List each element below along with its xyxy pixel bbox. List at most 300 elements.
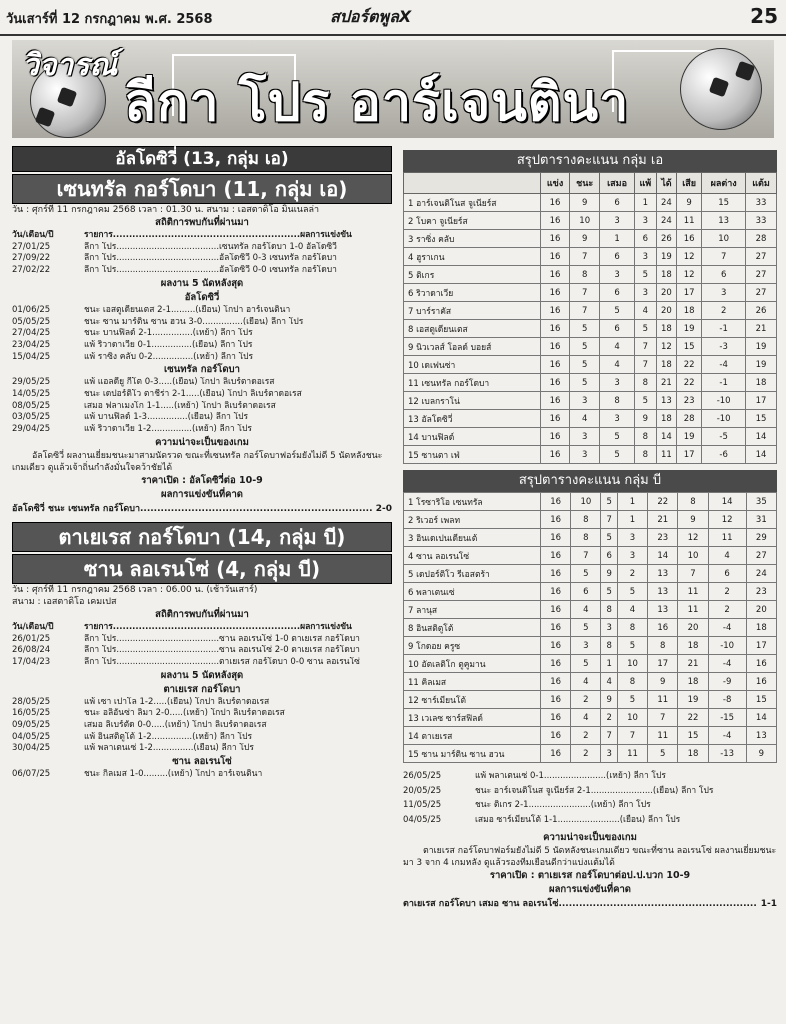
- drawn-cell: 5: [601, 493, 617, 511]
- goals-for-cell: 18: [656, 356, 676, 374]
- h2h-row: [12, 657, 392, 669]
- team-cell: [404, 493, 541, 511]
- row-date: 06/07/25: [12, 769, 51, 780]
- lost-cell: 9: [634, 410, 656, 428]
- drawn-cell: 7: [601, 511, 617, 529]
- form-row: [12, 401, 392, 413]
- row-text: แพ้ บานฟิลด์ 1-3...............(เยือน) ลีกา โปร: [84, 412, 249, 423]
- goals-against-cell: 11: [676, 212, 701, 230]
- position: 3: [408, 234, 414, 245]
- row-date: 09/05/25: [12, 720, 51, 731]
- issue-date: วันเสาร์ที่ 12 กรกฎาคม พ.ศ. 2568: [6, 12, 213, 27]
- goals-against-cell: 22: [676, 374, 701, 392]
- row-text: ชนะ บานฟิลด์ 2-1...............(เหย้า) ลีกา โปร: [84, 328, 253, 339]
- goals-against-cell: 22: [678, 709, 708, 727]
- row-date: 28/05/25: [12, 696, 51, 707]
- played-cell: 16: [541, 511, 571, 529]
- form-row: [12, 697, 392, 709]
- drawn-cell: 8: [600, 392, 634, 410]
- points-cell: 27: [746, 248, 777, 266]
- lost-cell: 4: [634, 302, 656, 320]
- goals-for-cell: 12: [656, 338, 676, 356]
- goals-for-cell: 8: [648, 637, 678, 655]
- goals-against-cell: 17: [676, 284, 701, 302]
- goals-against-cell: 9: [678, 511, 708, 529]
- goals-for-cell: 14: [648, 547, 678, 565]
- goals-against-cell: 10: [678, 547, 708, 565]
- team-cell: [404, 673, 541, 691]
- drawn-cell: 1: [601, 655, 617, 673]
- goals-against-cell: 12: [676, 266, 701, 284]
- group-a-body: [404, 194, 777, 464]
- form-row: [12, 352, 392, 364]
- team-name: ซาร์เมียนโต้: [421, 695, 467, 706]
- standings-row: [404, 745, 777, 763]
- prediction-text: ตาเยเรส กอร์โดบา เสมอ ซาน ลอเรนโซ่..........................................................: [403, 899, 757, 909]
- goals-against-cell: 18: [676, 302, 701, 320]
- row-date: 26/01/25: [12, 633, 51, 644]
- goal-diff-cell: -3: [702, 338, 746, 356]
- row-text: ชนะ เดปอร์ติโว ตาชีร่า 2-1.....(เยือน) โกปา ลิเบร์ตาดอเรส: [84, 389, 302, 400]
- goal-diff-cell: 14: [708, 493, 746, 511]
- team-cell: [404, 320, 541, 338]
- col-points: แต้ม: [746, 173, 777, 194]
- lost-cell: 8: [634, 374, 656, 392]
- drawn-cell: 5: [601, 583, 617, 601]
- goal-diff-cell: 10: [702, 230, 746, 248]
- drawn-cell: 5: [600, 302, 634, 320]
- goal-diff-cell: -13: [708, 745, 746, 763]
- position: 2: [408, 216, 414, 227]
- goals-against-cell: 11: [678, 583, 708, 601]
- away-team-bar: ซาน ลอเรนโซ่ (4, กลุ่ม บี): [12, 554, 392, 584]
- team-cell: [404, 511, 541, 529]
- points-cell: 18: [746, 374, 777, 392]
- h2h-header: [12, 230, 392, 242]
- team-name: ซานตา เฟ่: [421, 450, 460, 461]
- won-cell: 10: [570, 212, 600, 230]
- drawn-cell: 9: [601, 565, 617, 583]
- row-text: เสมอ ซาร์เมียนโต้ 1-1.......................(เยือน) ลีกา โปร: [475, 814, 681, 825]
- played-cell: 16: [541, 529, 571, 547]
- position: 13: [408, 414, 419, 425]
- standings-row: [404, 248, 777, 266]
- team-cell: [404, 601, 541, 619]
- col-goals-against: เสีย: [676, 173, 701, 194]
- standings-row: [404, 320, 777, 338]
- standings-row: [404, 619, 777, 637]
- banner-kicker: วิจารณ์: [22, 48, 118, 83]
- lost-cell: 5: [634, 392, 656, 410]
- row-date: 04/05/25: [403, 814, 442, 825]
- played-cell: 16: [541, 727, 571, 745]
- won-cell: 4: [571, 709, 601, 727]
- standings-row: [404, 338, 777, 356]
- goals-for-cell: 11: [648, 691, 678, 709]
- team-cell: [404, 392, 541, 410]
- drawn-cell: 6: [600, 320, 634, 338]
- prediction-text: อัลโดซิวี่ ชนะ เซนทรัล กอร์โดบา....................................................................: [12, 503, 373, 514]
- row-date: 26/08/24: [12, 645, 51, 656]
- team-cell: [404, 266, 541, 284]
- played-cell: 16: [541, 655, 571, 673]
- points-cell: 33: [746, 212, 777, 230]
- position: 6: [408, 288, 414, 299]
- lost-cell: 5: [617, 583, 647, 601]
- team-name: ริเวอร์ เพลท: [416, 515, 461, 526]
- goals-for-cell: 13: [656, 392, 676, 410]
- form-row: [12, 340, 392, 352]
- team-cell: [404, 248, 541, 266]
- team-name: เดเฟนซ่า: [421, 360, 456, 371]
- position: 5: [408, 569, 414, 580]
- won-cell: 9: [570, 230, 600, 248]
- team-name: อัตเลติโก ตูคูมาน: [421, 659, 486, 670]
- drawn-cell: 8: [601, 601, 617, 619]
- points-cell: 27: [746, 547, 776, 565]
- won-cell: 6: [571, 583, 601, 601]
- row-text: ลีกา โปร......................................ซาน ลอเรนโซ่ 1-0 ตาเยเรส กอร์โดบา: [84, 633, 360, 644]
- row-date: 23/04/25: [12, 339, 51, 350]
- lost-cell: 3: [634, 212, 656, 230]
- drawn-cell: 6: [600, 248, 634, 266]
- opening-price: ราคาเปิด : ตาเยเรส กอร์โดบาต่อป.ป.บวก 10-9: [489, 870, 691, 881]
- goals-against-cell: 19: [676, 428, 701, 446]
- goal-diff-cell: 11: [708, 529, 746, 547]
- row-text: แพ้ ราซิ่ง คลับ 0-2...............(เหย้า) ลีกา โปร: [84, 351, 254, 362]
- position: 7: [408, 306, 414, 317]
- played-cell: 16: [541, 302, 570, 320]
- row-date: 29/05/25: [12, 377, 51, 388]
- standings-row: [404, 565, 777, 583]
- row-date: 26/05/25: [403, 771, 442, 781]
- team-name: ตาเยเรส: [421, 731, 453, 742]
- points-cell: 17: [746, 392, 777, 410]
- position: 15: [408, 450, 419, 461]
- team-name: อินสติตูโต้: [416, 623, 454, 634]
- lost-cell: 10: [617, 655, 647, 673]
- standings-row: [404, 284, 777, 302]
- form-row: [12, 317, 392, 329]
- drawn-cell: 5: [600, 428, 634, 446]
- standings-row: [404, 410, 777, 428]
- won-cell: 7: [570, 302, 600, 320]
- goals-for-cell: 23: [648, 529, 678, 547]
- points-cell: 27: [746, 266, 777, 284]
- team-name: เอสตูเดียนเตส: [416, 324, 468, 335]
- goal-diff-cell: 3: [702, 284, 746, 302]
- match-info: วัน : ศุกร์ที่ 11 กรกฎาคม 2568 เวลา : 06.00 น. (เช้าวันเสาร์): [12, 584, 258, 595]
- row-text: ชนะ อาร์เจนติโนส จูเนียร์ส 2-1.......................(เยือน) ลีกา โปร: [475, 785, 714, 796]
- lost-cell: 8: [634, 446, 656, 464]
- position: 12: [408, 695, 419, 706]
- lost-cell: 7: [634, 338, 656, 356]
- standings-row: [404, 266, 777, 284]
- row-date: 03/05/25: [12, 412, 51, 423]
- goals-against-cell: 17: [676, 446, 701, 464]
- row-date: 30/04/25: [12, 743, 51, 754]
- row-date: 16/05/25: [12, 708, 51, 719]
- position: 4: [408, 252, 414, 263]
- played-cell: 16: [541, 212, 570, 230]
- team-name: เบลกราโน่: [421, 396, 460, 407]
- goals-for-cell: 21: [648, 511, 678, 529]
- team-cell: [404, 446, 541, 464]
- drawn-cell: 3: [600, 212, 634, 230]
- h2h-title: สถิติการพบกันที่ผ่านมา: [155, 608, 249, 620]
- row-date: 15/04/25: [12, 351, 51, 362]
- goals-against-cell: 21: [678, 655, 708, 673]
- form-row: [12, 328, 392, 340]
- position: 2: [408, 515, 414, 526]
- team-cell: [404, 194, 541, 212]
- team-cell: [404, 727, 541, 745]
- row-text: ชนะ อลิอันซ่า ลิมา 2-0.....(เหย้า) โกปา ลิเบร์ตาดอเรส: [84, 708, 285, 719]
- standings-row: [404, 547, 777, 565]
- position: 14: [408, 432, 419, 443]
- won-cell: 5: [571, 565, 601, 583]
- position: 9: [408, 342, 414, 353]
- points-cell: 14: [746, 428, 777, 446]
- col-date: วัน/เดือน/ปี: [12, 230, 54, 240]
- goal-diff-cell: -4: [708, 655, 746, 673]
- goal-diff-cell: 7: [702, 248, 746, 266]
- lost-cell: 8: [617, 673, 647, 691]
- points-cell: 16: [746, 655, 776, 673]
- won-cell: 3: [570, 446, 600, 464]
- standings-row: [404, 446, 777, 464]
- row-date: 01/06/25: [12, 304, 51, 315]
- col-drawn: เสมอ: [600, 173, 634, 194]
- goals-against-cell: 11: [678, 601, 708, 619]
- points-cell: 33: [746, 194, 777, 212]
- position: 4: [408, 551, 414, 562]
- goals-for-cell: 18: [656, 320, 676, 338]
- goal-diff-cell: -4: [708, 727, 746, 745]
- prediction-score: 2-0: [375, 503, 392, 514]
- form-row: [12, 377, 392, 389]
- team-name: ซาน ลอเรนโซ่: [416, 551, 470, 562]
- won-cell: 3: [570, 428, 600, 446]
- played-cell: 16: [541, 709, 571, 727]
- team-name: บาร์ราคัส: [416, 306, 452, 317]
- form-row: [12, 732, 392, 744]
- points-cell: 19: [746, 338, 777, 356]
- goals-for-cell: 13: [648, 601, 678, 619]
- won-cell: 7: [570, 248, 600, 266]
- row-date: 27/02/22: [12, 265, 51, 276]
- goals-against-cell: 8: [678, 493, 708, 511]
- team-cell: [404, 709, 541, 727]
- analysis-title: ความน่าจะเป็นของเกม: [543, 832, 637, 843]
- goal-diff-cell: 6: [702, 266, 746, 284]
- won-cell: 3: [570, 392, 600, 410]
- h2h-row: [12, 634, 392, 646]
- played-cell: 16: [541, 565, 571, 583]
- goals-against-cell: 22: [676, 356, 701, 374]
- drawn-cell: 9: [601, 691, 617, 709]
- lost-cell: 7: [634, 356, 656, 374]
- goals-against-cell: 15: [676, 338, 701, 356]
- lost-cell: 3: [634, 248, 656, 266]
- form-row: [12, 769, 392, 781]
- row-text: แพ้ ริวาดาเวีย 0-1...............(เยือน) ลีกา โปร: [84, 339, 253, 350]
- standings-row: [404, 637, 777, 655]
- team-cell: [404, 691, 541, 709]
- team-name: ราซิ่ง คลับ: [416, 234, 455, 245]
- played-cell: 16: [541, 284, 570, 302]
- match-previews-column: [12, 146, 392, 781]
- points-cell: 14: [746, 446, 777, 464]
- row-text: ลีกา โปร......................................อัลโดซิวี่ 0-3 เซนทรัล กอร์โดบา: [84, 253, 337, 264]
- won-cell: 8: [570, 266, 600, 284]
- away-team-bar: เซนทรัล กอร์โดบา (11, กลุ่ม เอ): [12, 174, 392, 204]
- position: 5: [408, 270, 414, 281]
- goals-for-cell: 24: [656, 212, 676, 230]
- drawn-cell: 8: [601, 637, 617, 655]
- drawn-cell: 2: [601, 709, 617, 727]
- goal-diff-cell: -10: [702, 410, 746, 428]
- points-cell: 28: [746, 230, 777, 248]
- played-cell: 16: [541, 691, 571, 709]
- won-cell: 2: [571, 745, 601, 763]
- away-form-title: เซนทรัล กอร์โดบา: [164, 364, 240, 376]
- lost-cell: 5: [634, 320, 656, 338]
- points-cell: 29: [746, 529, 776, 547]
- lost-cell: 6: [634, 230, 656, 248]
- goals-for-cell: 21: [656, 374, 676, 392]
- home-form-title: ตาเยเรส กอร์โดบา: [163, 683, 241, 695]
- goal-diff-cell: 13: [702, 212, 746, 230]
- h2h-list: [12, 634, 392, 669]
- points-cell: 13: [746, 727, 776, 745]
- won-cell: 4: [571, 673, 601, 691]
- standings-row: [404, 601, 777, 619]
- position: 8: [408, 623, 414, 634]
- team-name: ลานุส: [416, 605, 438, 616]
- standings-row: [404, 655, 777, 673]
- goal-diff-cell: 15: [702, 194, 746, 212]
- goal-diff-cell: 2: [708, 601, 746, 619]
- points-cell: 20: [746, 601, 776, 619]
- points-cell: 9: [746, 745, 776, 763]
- standings-row: [404, 709, 777, 727]
- standings-row: [404, 529, 777, 547]
- played-cell: 16: [541, 248, 570, 266]
- group-b-title: สรุปตารางคะแนน กลุ่ม บี: [403, 470, 777, 492]
- col-competition: รายการ..........................................................ผลการแข่งขัน: [84, 230, 352, 240]
- row-date: 14/05/25: [12, 389, 51, 400]
- team-name: โรซาริโอ เซนทรัล: [416, 497, 483, 508]
- col-goal-diff: ผลต่าง: [702, 173, 746, 194]
- standings-row: [404, 302, 777, 320]
- goal-diff-cell: -5: [702, 428, 746, 446]
- won-cell: 3: [571, 637, 601, 655]
- col-lost: แพ้: [634, 173, 656, 194]
- section-banner: [12, 40, 774, 138]
- goals-for-cell: 13: [648, 565, 678, 583]
- goals-against-cell: 15: [678, 727, 708, 745]
- position: 12: [408, 396, 419, 407]
- row-text: ชนะ เอสตูเดียนเตส 2-1.........(เยือน) โกปา อาร์เจนตินา: [84, 304, 291, 315]
- row-text: ชนะ กิลเมส 1-0.........(เหย้า) โกปา อาร์เจนตินา: [84, 769, 263, 780]
- position: 10: [408, 360, 419, 371]
- team-cell: [404, 637, 541, 655]
- points-cell: 14: [746, 709, 776, 727]
- row-text: แพ้ เซา เปาโล 1-2.....(เยือน) โกปา ลิเบร์ตาดอเรส: [84, 696, 270, 707]
- standings-row: [404, 230, 777, 248]
- goals-for-cell: 9: [648, 673, 678, 691]
- goals-for-cell: 26: [656, 230, 676, 248]
- team-name: ริวาดาเวีย: [416, 288, 454, 299]
- goals-for-cell: 18: [656, 266, 676, 284]
- goals-for-cell: 5: [648, 745, 678, 763]
- played-cell: 16: [541, 446, 570, 464]
- home-form-list: [12, 305, 392, 364]
- form-row: [403, 769, 777, 784]
- row-text: เสมอ ฟลาเมงโก 1-1.....(เหย้า) โกปา ลิเบร์ตาดอเรส: [84, 400, 276, 411]
- h2h-header: [12, 622, 392, 634]
- goals-against-cell: 12: [678, 529, 708, 547]
- points-cell: 17: [746, 637, 776, 655]
- played-cell: 16: [541, 338, 570, 356]
- col-date: วัน/เดือน/ปี: [12, 621, 54, 632]
- team-cell: [404, 356, 541, 374]
- lost-cell: 2: [617, 565, 647, 583]
- team-cell: [404, 302, 541, 320]
- prediction-title: ผลการแข่งขันที่คาด: [161, 488, 243, 500]
- goals-for-cell: 16: [648, 619, 678, 637]
- goals-against-cell: 19: [676, 320, 701, 338]
- played-cell: 16: [541, 493, 571, 511]
- row-text: เสมอ ลิเบร์ตัด 0-0.....(เหย้า) โกปา ลิเบร์ตาดอเรส: [84, 720, 267, 731]
- team-cell: [404, 655, 541, 673]
- team-name: คิลเมส: [421, 677, 447, 688]
- goals-for-cell: 20: [656, 302, 676, 320]
- team-name: เวเลซ ซาร์สฟิลด์: [421, 713, 483, 724]
- goal-diff-cell: -1: [702, 374, 746, 392]
- drawn-cell: 3: [601, 619, 617, 637]
- team-cell: [404, 428, 541, 446]
- row-date: 27/09/22: [12, 253, 51, 264]
- drawn-cell: 3: [600, 374, 634, 392]
- won-cell: 7: [570, 284, 600, 302]
- goals-for-cell: 13: [648, 583, 678, 601]
- won-cell: 2: [571, 727, 601, 745]
- form-row: [12, 720, 392, 732]
- lost-cell: 3: [634, 284, 656, 302]
- position: 1: [408, 198, 414, 209]
- position: 1: [408, 497, 414, 508]
- points-cell: 24: [746, 565, 776, 583]
- goals-against-cell: 28: [676, 410, 701, 428]
- goal-diff-cell: -4: [702, 356, 746, 374]
- col-team: [404, 173, 541, 194]
- team-cell: [404, 529, 541, 547]
- won-cell: 5: [571, 655, 601, 673]
- drawn-cell: 3: [601, 745, 617, 763]
- standings-row: [404, 392, 777, 410]
- form-row: [12, 743, 392, 755]
- h2h-row: [12, 253, 392, 265]
- standings-row: [404, 194, 777, 212]
- standings-row: [404, 212, 777, 230]
- won-cell: 4: [570, 410, 600, 428]
- row-text: แพ้ พลาเตนเซ่ 1-2...............(เยือน) ลีกา โปร: [84, 743, 254, 754]
- played-cell: 16: [541, 356, 570, 374]
- position: 10: [408, 659, 419, 670]
- analysis-title: ความน่าจะเป็นของเกม: [155, 436, 249, 448]
